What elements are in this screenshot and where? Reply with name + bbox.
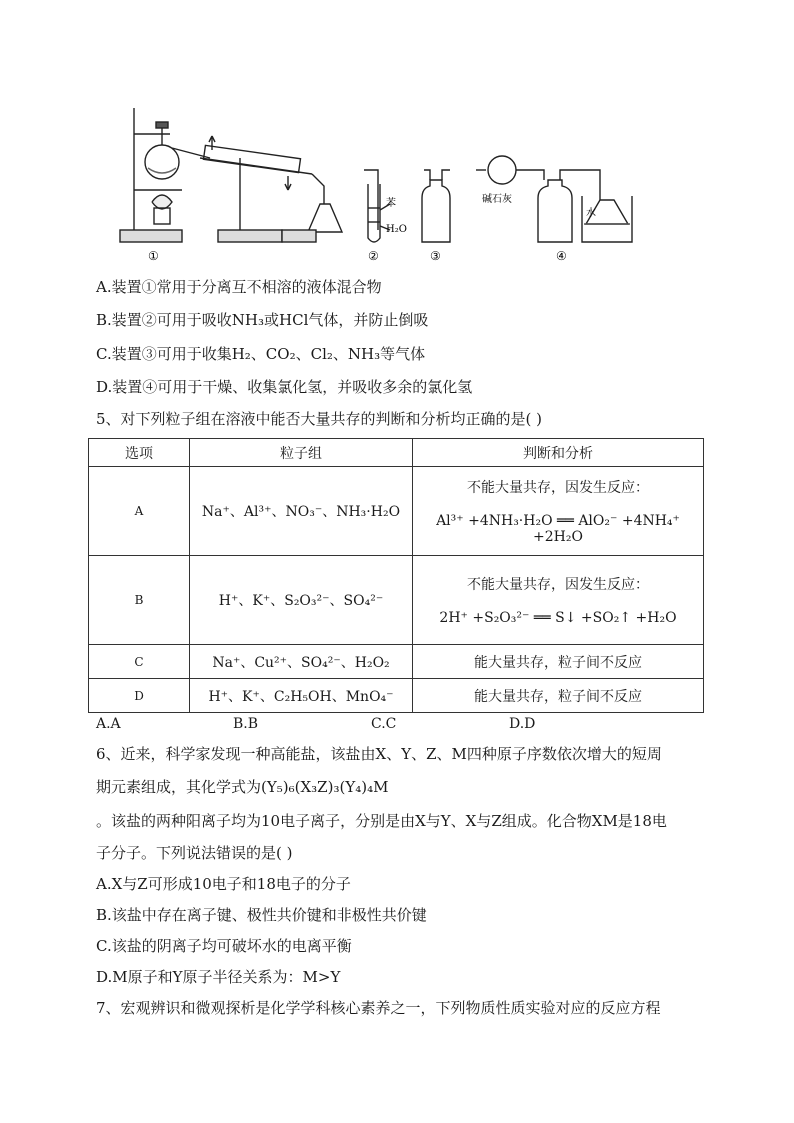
q5-answer-c: C.C xyxy=(371,716,397,732)
q5-answer-a: A.A xyxy=(96,716,121,732)
q6-option-d: D.M原子和Y原子半径关系为：M>Y xyxy=(96,968,341,986)
table-row xyxy=(89,645,704,679)
row-judgement: 能大量共存，粒子间不反应 xyxy=(413,679,704,713)
row-equation: Al³⁺ +4NH₃·H₂O ══ AlO₂⁻ +4NH₄⁺ +2H₂O xyxy=(436,513,680,545)
q6-option-c: C.该盐的阴离子均可破坏水的电离平衡 xyxy=(96,937,352,955)
q6-line-3: 。该盐的两种阳离子均为10电子离子，分别是由X与Y、X与Z组成。化合物XM是18电 xyxy=(96,812,667,830)
row-judgement: 不能大量共存，因发生反应： xyxy=(467,480,649,496)
label-2: ② xyxy=(368,249,379,263)
table-row xyxy=(89,679,704,713)
row-judgement: 不能大量共存，因发生反应： xyxy=(467,577,649,593)
q7-line-1: 7、宏观辨识和微观探析是化学学科核心素养之一，下列物质性质实验对应的反应方程 xyxy=(96,999,661,1017)
beaker-water-label: 水 xyxy=(586,208,596,219)
q6-line-4: 子分子。下列说法错误的是( ) xyxy=(96,844,293,862)
row-particles: Na⁺、Cu²⁺、SO₄²⁻、H₂O₂ xyxy=(190,645,413,679)
benzene-label: 苯 xyxy=(386,198,396,209)
apparatus-drawing xyxy=(100,98,660,268)
table-row xyxy=(89,467,704,556)
table-header-row xyxy=(89,439,704,467)
row-equation: 2H⁺ +S₂O₃²⁻ ══ S↓ +SO₂↑ +H₂O xyxy=(439,610,677,626)
row-particles: Na⁺、Al³⁺、NO₃⁻、NH₃·H₂O xyxy=(190,467,413,556)
q6-option-b: B.该盐中存在离子键、极性共价键和非极性共价键 xyxy=(96,906,427,924)
row-option: D xyxy=(89,679,190,713)
label-1: ① xyxy=(148,249,159,263)
row-particles: H⁺、K⁺、C₂H₅OH、MnO₄⁻ xyxy=(190,679,413,713)
header-option: 选项 xyxy=(89,439,190,467)
row-option: A xyxy=(89,467,190,556)
q6-line-1: 6、近来，科学家发现一种高能盐，该盐由X、Y、Z、M四种原子序数依次增大的短周 xyxy=(96,745,662,763)
row-analysis xyxy=(413,467,704,556)
row-particles: H⁺、K⁺、S₂O₃²⁻、SO₄²⁻ xyxy=(190,556,413,645)
q4-option-b: B.装置②可用于吸收NH₃或HCl气体，并防止倒吸 xyxy=(96,311,429,329)
header-analysis: 判断和分析 xyxy=(413,439,704,467)
q6-option-a: A.X与Z可形成10电子和18电子的分子 xyxy=(96,875,351,893)
q5-answer-d: D.D xyxy=(509,716,536,732)
label-3: ③ xyxy=(430,249,441,263)
q5-table xyxy=(88,438,704,713)
table-row xyxy=(89,556,704,645)
q6-line-2: 期元素组成，其化学式为(Y₅)₆(X₃Z)₃(Y₄)₄M xyxy=(96,778,389,796)
q4-option-d: D.装置④可用于干燥、收集氯化氢，并吸收多余的氯化氢 xyxy=(96,378,473,396)
label-4: ④ xyxy=(556,249,567,263)
apparatus-figure xyxy=(100,98,660,268)
row-judgement: 能大量共存，粒子间不反应 xyxy=(413,645,704,679)
row-analysis xyxy=(413,556,704,645)
q4-option-c: C.装置③可用于收集H₂、CO₂、Cl₂、NH₃等气体 xyxy=(96,345,426,363)
row-option: B xyxy=(89,556,190,645)
q4-option-a: A.装置①常用于分离互不相溶的液体混合物 xyxy=(96,278,382,296)
water-label: H₂O xyxy=(386,224,407,235)
q5-answer-b: B.B xyxy=(233,716,259,732)
header-particles: 粒子组 xyxy=(190,439,413,467)
q5-stem: 5、对下列粒子组在溶液中能否大量共存的判断和分析均正确的是( ) xyxy=(96,410,543,428)
sodalime-label: 碱石灰 xyxy=(482,194,512,205)
row-option: C xyxy=(89,645,190,679)
